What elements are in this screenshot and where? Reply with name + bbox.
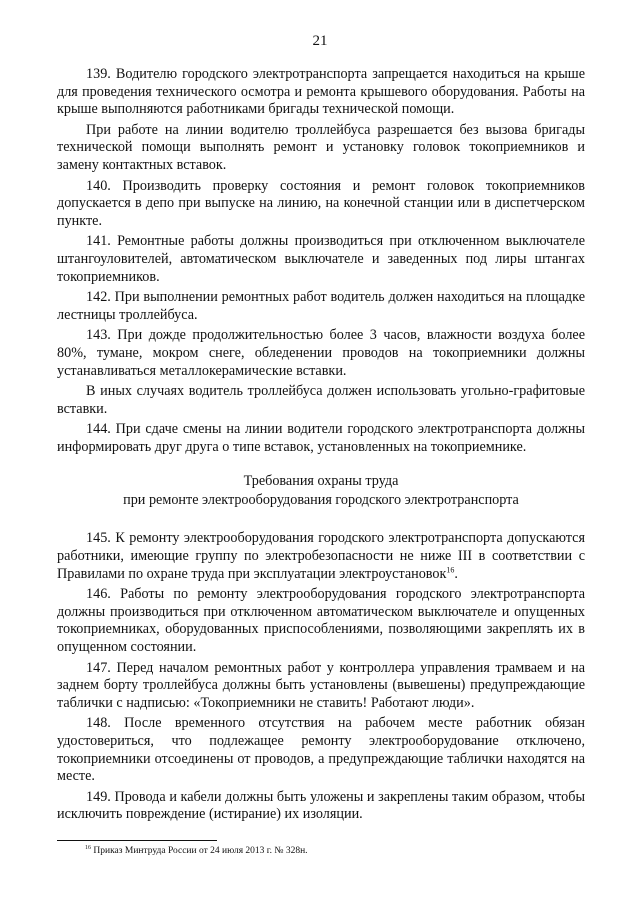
paragraph-143: 143. При дожде продолжительностью более 3 часов, влажности воздуха более 80%, тумане, мокром снеге, обледенении проводов на токоприемники должны устанавливаться металлокерамические вставки.	[57, 327, 585, 379]
paragraph-147: 147. Перед началом ремонтных работ у контроллера управления трамваем и на заднем борту троллейбуса должны быть установлены (вывешены) предупреждающие таблички с надписью: «Токоприемники не ставить! Работают люди».	[57, 659, 585, 711]
section-heading	[57, 472, 585, 509]
footnote-text: Приказ Минтруда России от 24 июля 2013 г. № 328н.	[91, 846, 308, 856]
paragraph-139-note: При работе на линии водителю троллейбуса разрешается без вызова бригады технической помощи выполнять ремонт и установку головок токоприемников и замену контактных вставок.	[57, 121, 585, 173]
paragraph-145	[57, 530, 585, 583]
footnote-divider	[57, 840, 217, 841]
paragraph-139: 139. Водителю городского электротранспорта запрещается находиться на крыше для проведения технического осмотра и ремонта крышевого оборудования. Работы на крыше выполняются работниками бригады технической помощи.	[57, 66, 585, 118]
footnote-reference[interactable]: 16	[446, 564, 455, 574]
paragraph-144: 144. При сдаче смены на линии водители городского электротранспорта должны информировать друг друга о типе вставок, установленных на токоприемнике.	[57, 421, 585, 455]
document-body	[57, 66, 585, 827]
paragraph-143-note: В иных случаях водитель троллейбуса должен использовать угольно-графитовые вставки.	[57, 383, 585, 417]
paragraph-142: 142. При выполнении ремонтных работ водитель должен находиться на площадке лестницы троллейбуса.	[57, 289, 585, 323]
paragraph-145-end: .	[454, 565, 458, 582]
footnote	[85, 845, 308, 857]
paragraph-146: 146. Работы по ремонту электрооборудования городского электротранспорта должны производиться при отключенном автоматическом выключателе и опущенных токоприемниках, оборудованных приспособлениями, позволяющими закреплять их в опущенном состоянии.	[57, 586, 585, 656]
paragraph-149: 149. Провода и кабели должны быть уложены и закреплены таким образом, чтобы исключить повреждение (истирание) их изоляции.	[57, 788, 585, 823]
section-heading-line-2: при ремонте электрооборудования городского электротранспорта	[123, 491, 519, 508]
footnote-number: 16	[85, 844, 91, 851]
paragraph-145-text: 145. К ремонту электрооборудования городского электротранспорта допускаются работники, имеющие группу по электробезопасности не ниже III в соответствии с Правилами по охране труда при эксплуатации электроустановок	[57, 530, 585, 582]
paragraph-148: 148. После временного отсутствия на рабочем месте работник обязан удостовериться, что подлежащее ремонту электрооборудование отключено, токоприемники отсоединены от проводов, а предупреждающие таблички находятся на месте.	[57, 715, 585, 785]
section-heading-line-1: Требования охраны труда	[243, 473, 399, 490]
page-number: 21	[312, 33, 328, 49]
paragraph-141: 141. Ремонтные работы должны производиться при отключенном выключателе штангоуловителей, автоматическом выключателе и заведенных под лиры штангах токоприемников.	[57, 233, 585, 285]
paragraph-140: 140. Производить проверку состояния и ремонт головок токоприемников допускается в депо при выпуске на линию, на конечной станции или в диспетчерском пункте.	[57, 177, 585, 229]
